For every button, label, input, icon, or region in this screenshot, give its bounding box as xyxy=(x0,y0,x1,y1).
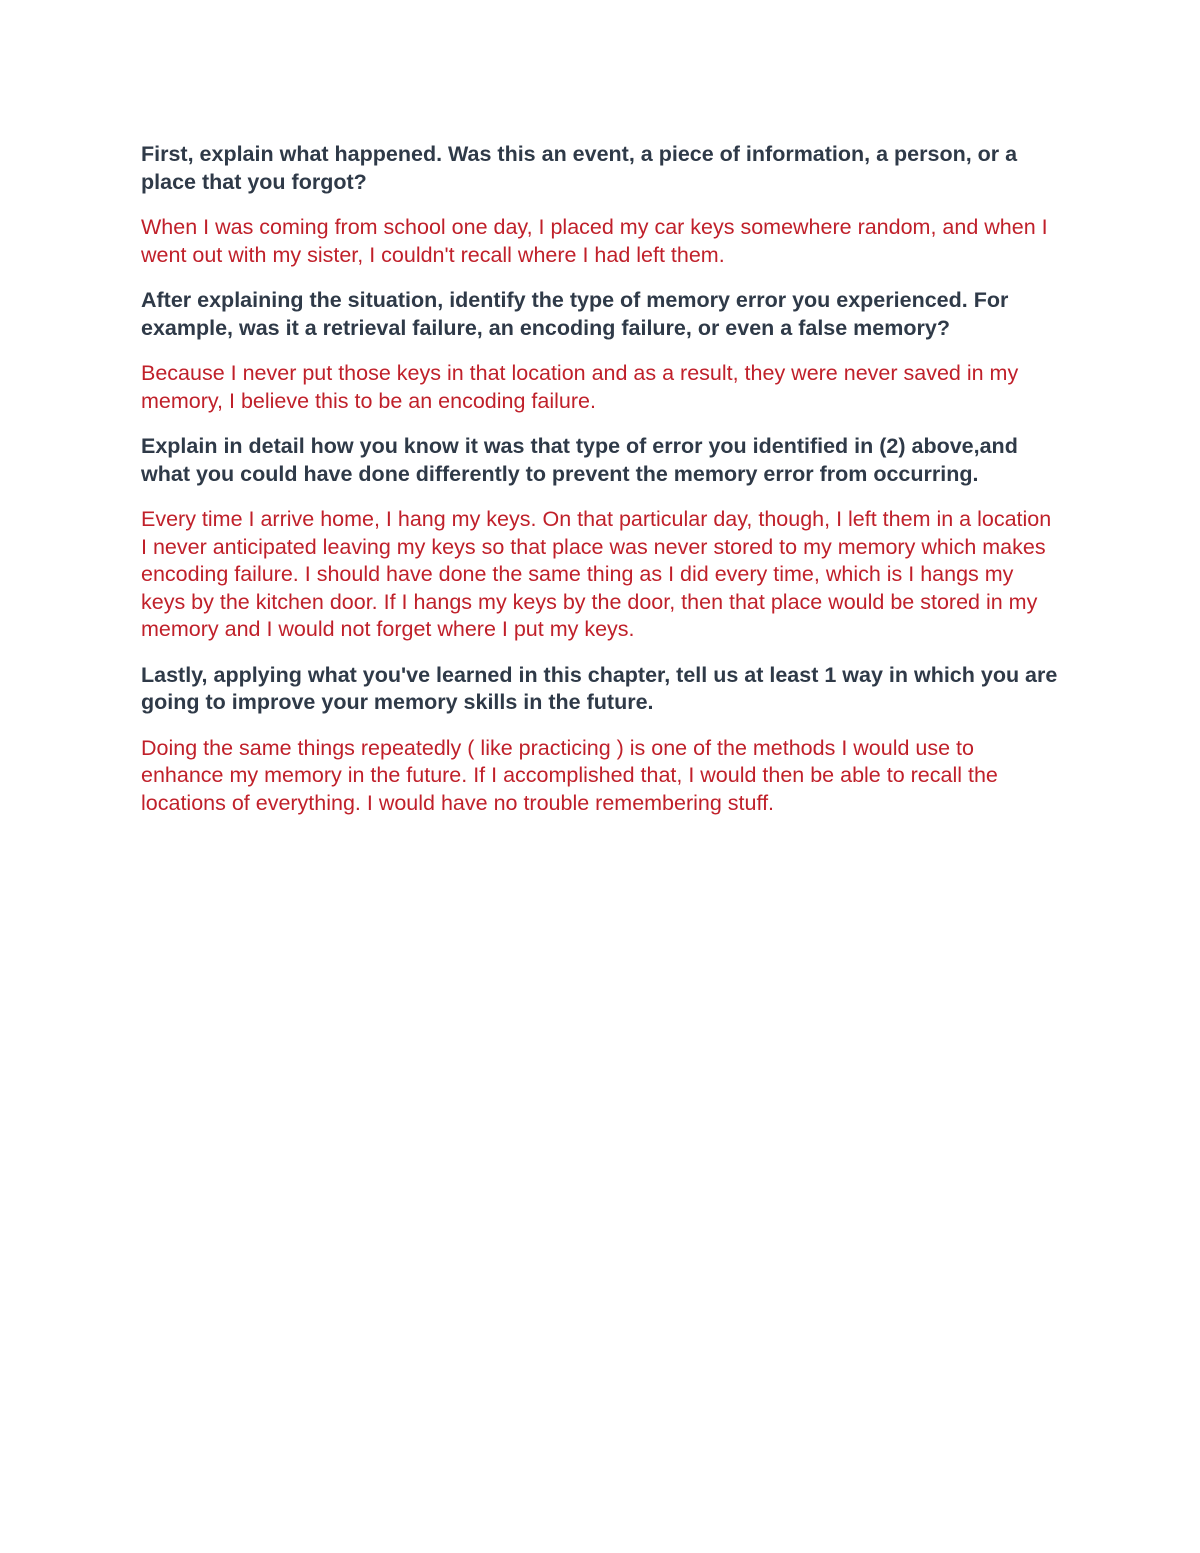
answer-4: Doing the same things repeatedly ( like practicing ) is one of the methods I would use to enhance my memory in the future. If I accomplished that, I would then be able to recall the locations of everything. I would have no trouble remembering stuff. xyxy=(141,735,998,815)
question-3: Explain in detail how you know it was that type of error you identified in (2) above,and what you could have done differently to prevent the memory error from occurring. xyxy=(141,434,1018,486)
answer-3: Every time I arrive home, I hang my keys. On that particular day, though, I left them in a location I never anticipated leaving my keys so that place was never stored to my memory which makes encoding failure. I should have done the same thing as I did every time, which is I hangs my keys by the kitchen door. If I hangs my keys by the door, then that place would be stored in my memory and I would not forget where I put my keys. xyxy=(141,507,1052,641)
document-page xyxy=(141,141,1061,835)
question-4: Lastly, applying what you've learned in this chapter, tell us at least 1 way in which you are going to improve your memory skills in the future. xyxy=(141,662,1058,714)
question-2: After explaining the situation, identify the type of memory error you experienced. For example, was it a retrieval failure, an encoding failure, or even a false memory? xyxy=(141,288,1009,340)
answer-2: Because I never put those keys in that location and as a result, they were never saved in my memory, I believe this to be an encoding failure. xyxy=(141,361,1019,413)
answer-1: When I was coming from school one day, I placed my car keys somewhere random, and when I went out with my sister, I couldn't recall where I had left them. xyxy=(141,215,1048,267)
question-1: First, explain what happened. Was this an event, a piece of information, a person, or a place that you forgot? xyxy=(141,142,1018,194)
